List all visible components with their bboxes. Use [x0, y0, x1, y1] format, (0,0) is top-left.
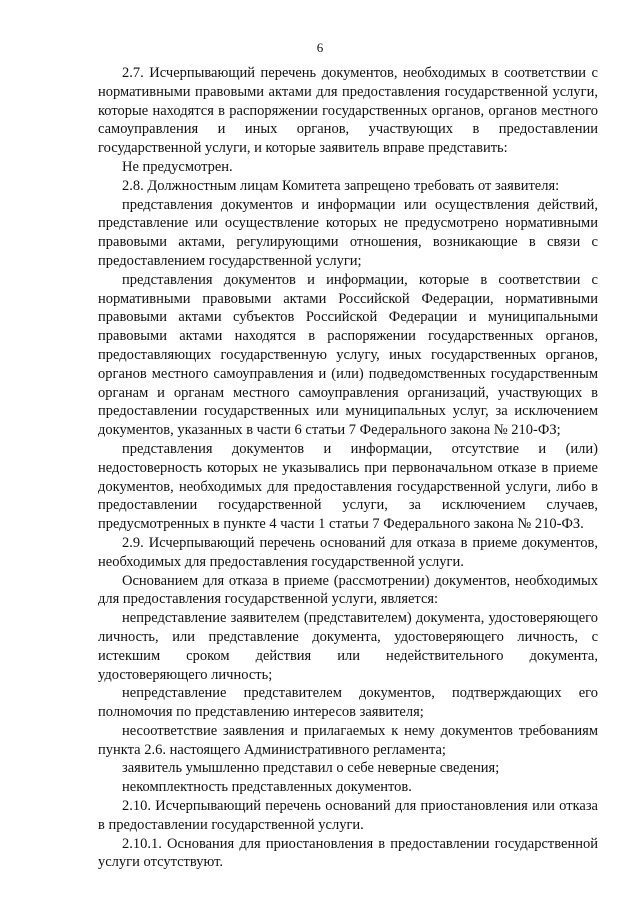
paragraph-2-10-1: 2.10.1. Основания для приостановления в предоставлении государственной услуги отсутствуют.: [98, 835, 598, 871]
paragraph-2-8-item-2: представления документов и информации, которые в соответствии с нормативными правовыми актами Российской Федерации, нормативными правовыми актами субъектов Российской Федерации и муниципальными правовыми актами находятся в распоряжении государственных органов, предоставляющих государственную услугу, иных государственных органов, органов местного самоуправления и (или) подведомственных государственным органам и органам местного самоуправления организаций, участвующих в предоставлении государственных или муниципальных услуг, за исключением документов, указанных в части 6 статьи 7 Федерального закона № 210-ФЗ;: [98, 271, 598, 439]
paragraph-2-10: 2.10. Исчерпывающий перечень оснований для приостановления или отказа в предоставлении государственной услуги.: [98, 798, 598, 833]
paragraph-2-8-item-1: представления документов и информации или осуществления действий, представление или осуществление которых не предусмотрено нормативными правовыми актами, регулирующими отношения, возникающие в связи с предоставлением государственной услуги;: [98, 196, 598, 269]
paragraph-2-9-item-1: непредставление заявителем (представителем) документа, удостоверяющего личность, или представление документа, удостоверяющего личность, с истекшим сроком действия или недействительного документа, удостоверяющего личность;: [98, 610, 598, 683]
paragraph-2-8: 2.8. Должностным лицам Комитета запрещено требовать от заявителя:: [122, 177, 560, 194]
paragraph-2-9-item-5: некомплектность представленных документов.: [122, 779, 412, 796]
paragraph-2-9-item-2: непредставление представителем документов, подтверждающих его полномочия по представлению интересов заявителя;: [98, 685, 598, 721]
paragraph-2-7: 2.7. Исчерпывающий перечень документов, необходимых в соответствии с нормативными правовыми актами для предоставления государственной услуги, которые находятся в распоряжении государственных органов, органов местного самоуправления и иных органов, участвующих в предоставлении государственной услуги, и которые заявитель вправе представить:: [98, 65, 598, 157]
paragraph-2-9-grounds: Основанием для отказа в приеме (рассмотрении) документов, необходимых для предоставления государственной услуги, является:: [98, 572, 598, 608]
paragraph-2-8-item-3: представления документов и информации, отсутствие и (или) недостоверность которых не указывались при первоначальном отказе в приеме документов, необходимых для предоставления государственной услуги, либо в предоставлении государственной услуги, за исключением случаев, предусмотренных в пункте 4 части 1 статьи 7 Федерального закона № 210-ФЗ.: [98, 440, 598, 533]
paragraph-2-9: 2.9. Исчерпывающий перечень оснований для отказа в приеме документов, необходимых для предоставления государственной услуги.: [98, 534, 598, 570]
document-body: [98, 64, 598, 872]
paragraph-not-provided: Не предусмотрен.: [122, 158, 233, 175]
paragraph-2-9-item-3: несоответствие заявления и прилагаемых к нему документов требованиям пункта 2.6. настоящего Административного регламента;: [98, 722, 598, 758]
page-number: 6: [316, 40, 324, 55]
paragraph-2-9-item-4: заявитель умышленно представил о себе неверные сведения;: [122, 760, 500, 777]
